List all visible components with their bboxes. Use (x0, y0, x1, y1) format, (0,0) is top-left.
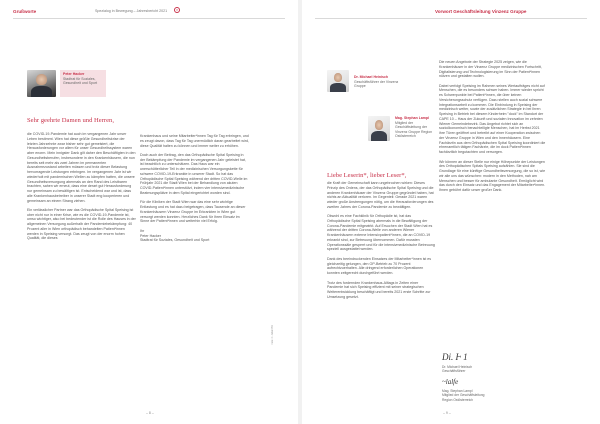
signature-lampl: ~lalfe (442, 378, 459, 386)
paragraph: Dank des beeindruckenden Einsatzes der Mitarbeiter*innen ist es gleichzeitig gelungen, den OP-Betrieb zu 70 Prozent aufrechtzuerhalten. Alle dringend erforderlichen Operationen konnten zeitgerecht durchgeführt werden. (327, 256, 432, 276)
photo-credit: Foto: C. Jobst/PID (271, 325, 274, 345)
person-role: Stadtrat für Soziales, Gesundheit und Sport (63, 76, 98, 86)
text-column-1 (27, 132, 136, 246)
paragraph: Krankenhaus und seine Mitarbeiter*innen Tag für Tag erbringen, und es zeugt davon, dass Tag für Tag unermüdlich daran gearbeitet wird, diese Qualität halten zu können und immer weiter zu erhöhen. (140, 134, 249, 148)
portrait-caption (395, 116, 439, 139)
person-role: Geschäftsführer der Vinzenz Gruppe (354, 79, 399, 89)
page-number: – 8 – (146, 411, 154, 415)
magazine-title: Spezialog in Bewegung – Jahresbericht 2021 (95, 9, 168, 13)
paragraph: Doch auch der Beitrag, den das Orthopädische Spital Speising in der Bekämpfung der Pandemie im vergangenen Jahr geleistet hat, ist beachtlich zu unterschätzen. Das Haus war ein unerschütterlicher Teil in der medizinischen Versorgungskette für schwere COVID-19-Erkrankte in unserer Stadt. So hat das Orthopädische Spital Speising während der dritten COVID-Welle im Frühjahr 2021 die Stadt Wien bei der Behandlung von akuten COVID-Patient*innen unterstützt, indem vier intensivmedizinische Beatmungsplätze in dem Spital eingerichtet worden sind. (140, 152, 248, 195)
left-page (0, 0, 298, 424)
salutation: Liebe Leserin*, lieber Leser*, (327, 172, 407, 179)
section-header: Grußworte (13, 9, 37, 14)
signature-block: Peter Hacker Stadtrat für Soziales, Gesundheit und Sport (140, 233, 210, 243)
paragraph: Trotz des fordernden Krankenhaus-Alltags in Zeiten einer Pandemie hat sich Speising effizient mit seiner strategischen Weiterentwicklung beschäftigt und bereits 2021 erste Schritte zur Umsetzung gesetzt. (327, 280, 431, 299)
portrait-photo-heinisch (327, 70, 349, 92)
text-column-1 (327, 181, 435, 304)
paragraph: Ein verlässlicher Partner war das Orthopädische Spital Speising ist uber nicht nur in einer Krise, wie es die COVID-19-Pandemie ist, umso wichtiger, also bei bedeutender ist die Rolle des Hauses in der allgemeinen Versorgung außerhalb der Pandemiebekämpfung: 40 Prozent aller in Wien orthopädisch behandelten Patient*innen werden in Speising versorgt. Das zeugt von der enorm hohen Qualität, die dieses (27, 207, 136, 241)
paragraph: Obwohl es eine Fachklinik für Orthopädie ist, hat das Orthopädische Spital Speising abermals in die Bewältigung der Corona-Pandemie mitgewirkt. Auf Ersuchen der Stadt Wien hat es während der dritten Corona-Welle von anderen Wiener Krankenhäusern externe Intensivpatient*innen, die an COVID-19 erkrankt sind, zur Betreuung übernommen. Dafür mussten Operationssäle gesperrt und für die intensivmedizinische Betreuung speziell ausgestattet werden. (327, 214, 435, 252)
paragraph: Dabei verfolgt Speising im Rahmen seines Wertaufträges nicht auf Menschen, die es besonders schwer haben. Immer wieder spricht es Schwerpunkte bei Patient*innen, die über keinen Versicherungsschutz verfügen. Dazu stellen auch sozial schwere Integrationsarbeit zu kommen. Die Einbindung in Speising der medizinisch weiter, sowie der zusätzlichen Strategie in bei Ihren Speising in Betrieb bei diesem Kinderheim "dock" im Standort der CAPE 10 – Haus der Zukunft und sozialen Innovation im zehnten Wiener Gemeindebezirk. Das Angebot richtet sich an sozioökonomisch benachteiligte Menschen, hat im Herbst 2021 ihre Türen geöffnet und betreibt auf einer Kooperation zwischen der Vinzenz Gruppe in Wien und den Innenhäusern. Eine Fachärztin aus dem Orthopädischen Spital Speising koordiniert die ehrenamtlich tätigen Fachärzte, die im dock Patient*innen fachärztlich begutachten und versorgen. (439, 83, 546, 155)
paragraph: Für die Kliniken der Stadt Wien war das eine sehr wichtige Entlastung und es hat dazu beigetragen, dass Tausende an dieser Krankenhäusern Vinzenz Gruppe im Erkrankten in Wien gut versorgt werden konnten. Herzliches Dank für Ihren Einsatz im Sinne der Patient*innen und weiterhin viel Erfolg. (140, 200, 246, 224)
signature-heinisch: Di. Ⱶ 1 (442, 352, 468, 362)
paragraph: die Kraft der Gemeinschaft kann ungebrochen wirken: Dieses Prinzip des Ordens, der das Orthopädische Spital Speising und die anderen Krankenhäuser der Vinzenz Gruppe gegründet haben, hat nichts an Aktualität verloren. Im Gegenteil: Gerade 2021 waren wieder große Anstrengungen nötig, um die Herausforderungen des zweiten Jahres der Corona-Pandemie zu bewältigen. (327, 181, 434, 209)
paragraph: Die neuen Angebote der Strategie 2025 zeigen, wie die Krankenhäuser in der Vinzenz Gruppe medizinischen Fortschritt, Digitalisierung und Technologisierung im Sinn der Patient*innen nützen und gestalten wollen. (439, 60, 542, 79)
person-name: Peter Hacker (63, 72, 85, 76)
page-number: – 9 – (443, 411, 451, 415)
header-rule (13, 18, 285, 19)
portrait-photo-lampl (368, 116, 390, 141)
header-rule (315, 18, 587, 19)
paragraph: Wir können an dieser Stelle nur einige Höhepunkte der Leistungen des Orthopädischen Spitals Speising aufzählen. Sie sind die Grundlage für eine künftige Gesundheitsversorgung, die so ist, wie wir alle uns das wünschen: modern in den Methoden, nah am Menschen und besser für ambulante Gesundheit. Ermöglicht wird das durch den Einsatz und das Engagement der Mitarbeiter*innen. Ihnen gebührt dafür unser großer Dank. (439, 159, 546, 193)
text-column-2 (140, 134, 249, 248)
closing: Ihr (140, 228, 145, 233)
signature-caption: Mag. Stephan Lampl Mitglied der Geschäftsleitung Region Ostösterreich (442, 389, 485, 402)
signature-caption: Dr. Michael Heinisch Geschäftsführer (442, 365, 473, 374)
person-name: Dr. Michael Heinisch (354, 75, 389, 79)
portrait-photo (27, 70, 56, 97)
text-column-2 (439, 60, 546, 198)
portrait-caption (354, 75, 402, 89)
person-name: Mag. Stephan Lampl (395, 116, 430, 120)
person-role: Mitglied der Geschäftsleitung der Vinzenz Gruppe Region Ostösterreich (395, 120, 433, 139)
portrait-caption (60, 70, 106, 97)
salutation: Sehr geehrte Damen und Herren, (27, 117, 114, 124)
circle-x-icon: × (175, 7, 179, 12)
right-page (302, 0, 600, 424)
paragraph: die COVID-19-Pandemie hat auch im vergangenen Jahr unser Leben bestimmt. Wien hat diese größte Gesundheitskrise der letzten Jahrzehnte zwar bisher sehr gut gemeistert, die Herausforderungen vor allem für unser Gesundheitssystem waren aber enorm. Mein innigster Dank gilt daher den Beschäftigten in den Gesundheitsberufen, insbesondere in den Krankenhäusern, die nun bereits seit mehr als zwei Jahren im permanenten Ausnahmezustand arbeiten müssen und trotz dieser Belastung hervorragende Leistungen erbringen. Im vergangenen Jahr ist wir wiederholt mit pandemischen Wellen zu kämpfen hatten, die unsere Gesundheitsversorgung abermals an den Rand des Leistbaren brachten, sahen wir erneut, dass eine derart gut Herausforderung nur gemeinsam zu bewältigen ist. Entscheidend war und ist, dass alle Krankenhausbetreiber in unserer Stadt eng kooperieren und gemeinsam an einem Strang ziehen. (27, 132, 136, 203)
section-header: Vorwort Geschäftsleitung Vinzenz Gruppe (435, 9, 527, 14)
